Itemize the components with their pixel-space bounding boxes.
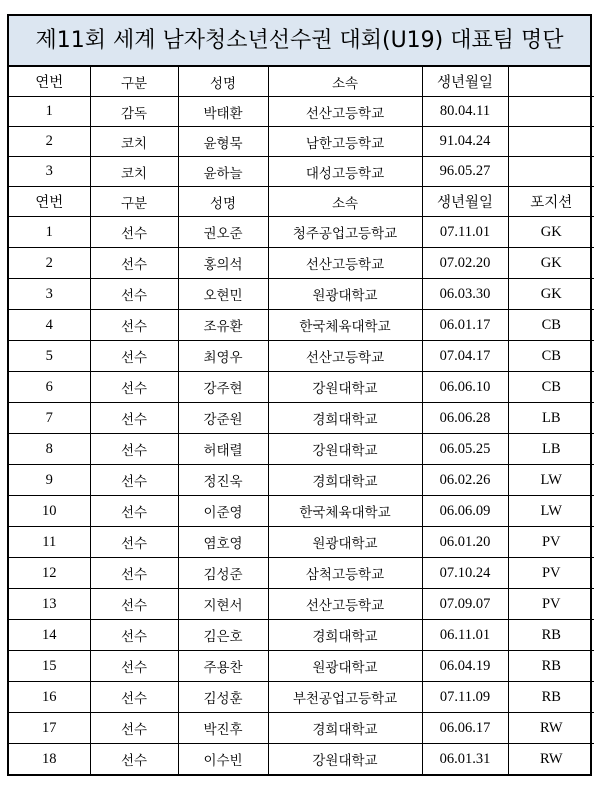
staff-number-cell: 1	[9, 97, 90, 127]
staff-header-name-cell: 성명	[178, 67, 268, 97]
staff-position-cell	[508, 127, 594, 157]
player-name-cell: 권오준	[178, 217, 268, 248]
player-affiliation-cell: 원광대학교	[268, 279, 422, 310]
player-header-birthdate-cell: 생년월일	[422, 187, 508, 217]
player-birthdate-cell: 06.06.09	[422, 496, 508, 527]
roster-sheet	[7, 14, 592, 776]
player-affiliation-cell: 강원대학교	[268, 744, 422, 775]
player-affiliation-cell: 경희대학교	[268, 403, 422, 434]
player-row	[9, 496, 594, 527]
player-row	[9, 248, 594, 279]
staff-header-role-cell: 구분	[90, 67, 178, 97]
player-role-cell: 선수	[90, 744, 178, 775]
player-birthdate-cell: 06.05.25	[422, 434, 508, 465]
player-position-cell: GK	[508, 279, 594, 310]
player-name-cell: 김성훈	[178, 682, 268, 713]
player-affiliation-cell: 한국체육대학교	[268, 496, 422, 527]
player-number-cell: 15	[9, 651, 90, 682]
player-name-cell: 조유환	[178, 310, 268, 341]
player-row	[9, 620, 594, 651]
player-role-cell: 선수	[90, 372, 178, 403]
player-row	[9, 372, 594, 403]
player-position-cell: PV	[508, 589, 594, 620]
player-role-cell: 선수	[90, 558, 178, 589]
player-role-cell: 선수	[90, 279, 178, 310]
player-position-cell: LW	[508, 465, 594, 496]
player-affiliation-cell: 부천공업고등학교	[268, 682, 422, 713]
player-position-cell: RB	[508, 651, 594, 682]
player-number-cell: 4	[9, 310, 90, 341]
player-birthdate-cell: 07.02.20	[422, 248, 508, 279]
player-role-cell: 선수	[90, 713, 178, 744]
staff-number-cell: 3	[9, 157, 90, 187]
player-number-cell: 14	[9, 620, 90, 651]
player-role-cell: 선수	[90, 217, 178, 248]
staff-position-cell	[508, 157, 594, 187]
staff-position-cell	[508, 97, 594, 127]
player-name-cell: 주용찬	[178, 651, 268, 682]
player-position-cell: CB	[508, 341, 594, 372]
player-affiliation-cell: 선산고등학교	[268, 248, 422, 279]
player-birthdate-cell: 06.06.28	[422, 403, 508, 434]
staff-row	[9, 97, 594, 127]
player-header-number-cell: 연번	[9, 187, 90, 217]
player-name-cell: 김성준	[178, 558, 268, 589]
player-row	[9, 434, 594, 465]
player-affiliation-cell: 한국체육대학교	[268, 310, 422, 341]
player-name-cell: 허태렬	[178, 434, 268, 465]
staff-row	[9, 157, 594, 187]
player-position-cell: PV	[508, 527, 594, 558]
player-position-cell: RB	[508, 682, 594, 713]
player-role-cell: 선수	[90, 651, 178, 682]
player-position-cell: PV	[508, 558, 594, 589]
player-position-cell: RW	[508, 744, 594, 775]
player-position-cell: RW	[508, 713, 594, 744]
player-row	[9, 341, 594, 372]
player-position-cell: LB	[508, 434, 594, 465]
player-number-cell: 11	[9, 527, 90, 558]
player-position-cell: RB	[508, 620, 594, 651]
player-row	[9, 744, 594, 775]
player-name-cell: 염호영	[178, 527, 268, 558]
player-name-cell: 강준원	[178, 403, 268, 434]
player-position-cell: CB	[508, 310, 594, 341]
player-number-cell: 6	[9, 372, 90, 403]
player-role-cell: 선수	[90, 527, 178, 558]
staff-role-cell: 감독	[90, 97, 178, 127]
player-number-cell: 12	[9, 558, 90, 589]
player-name-cell: 최영우	[178, 341, 268, 372]
roster-table	[9, 67, 594, 774]
player-birthdate-cell: 06.02.26	[422, 465, 508, 496]
player-affiliation-cell: 청주공업고등학교	[268, 217, 422, 248]
player-row	[9, 465, 594, 496]
player-role-cell: 선수	[90, 248, 178, 279]
player-affiliation-cell: 강원대학교	[268, 434, 422, 465]
staff-affiliation-cell: 선산고등학교	[268, 97, 422, 127]
player-birthdate-cell: 07.10.24	[422, 558, 508, 589]
player-birthdate-cell: 06.06.10	[422, 372, 508, 403]
staff-header-number-cell: 연번	[9, 67, 90, 97]
staff-row	[9, 127, 594, 157]
player-name-cell: 정진욱	[178, 465, 268, 496]
player-row	[9, 589, 594, 620]
player-row	[9, 310, 594, 341]
roster-table-body	[9, 67, 594, 774]
player-number-cell: 8	[9, 434, 90, 465]
player-number-cell: 10	[9, 496, 90, 527]
player-number-cell: 16	[9, 682, 90, 713]
player-name-cell: 이수빈	[178, 744, 268, 775]
staff-name-cell: 박태환	[178, 97, 268, 127]
player-role-cell: 선수	[90, 496, 178, 527]
staff-affiliation-cell: 대성고등학교	[268, 157, 422, 187]
player-number-cell: 1	[9, 217, 90, 248]
player-header-affiliation-cell: 소속	[268, 187, 422, 217]
player-header-row	[9, 187, 594, 217]
player-number-cell: 7	[9, 403, 90, 434]
player-row	[9, 527, 594, 558]
player-name-cell: 지현서	[178, 589, 268, 620]
player-role-cell: 선수	[90, 465, 178, 496]
staff-header-row	[9, 67, 594, 97]
player-birthdate-cell: 07.09.07	[422, 589, 508, 620]
player-birthdate-cell: 06.04.19	[422, 651, 508, 682]
staff-birthdate-cell: 80.04.11	[422, 97, 508, 127]
player-number-cell: 5	[9, 341, 90, 372]
player-birthdate-cell: 06.06.17	[422, 713, 508, 744]
player-affiliation-cell: 선산고등학교	[268, 589, 422, 620]
staff-header-birthdate-cell: 생년월일	[422, 67, 508, 97]
player-number-cell: 2	[9, 248, 90, 279]
player-name-cell: 이준영	[178, 496, 268, 527]
player-affiliation-cell: 선산고등학교	[268, 341, 422, 372]
player-number-cell: 13	[9, 589, 90, 620]
player-position-cell: LW	[508, 496, 594, 527]
player-birthdate-cell: 06.01.17	[422, 310, 508, 341]
player-affiliation-cell: 원광대학교	[268, 651, 422, 682]
player-row	[9, 713, 594, 744]
player-header-role-cell: 구분	[90, 187, 178, 217]
player-row	[9, 217, 594, 248]
player-affiliation-cell: 원광대학교	[268, 527, 422, 558]
player-role-cell: 선수	[90, 403, 178, 434]
player-birthdate-cell: 07.11.09	[422, 682, 508, 713]
player-number-cell: 9	[9, 465, 90, 496]
player-birthdate-cell: 06.11.01	[422, 620, 508, 651]
player-affiliation-cell: 경희대학교	[268, 713, 422, 744]
player-role-cell: 선수	[90, 341, 178, 372]
player-affiliation-cell: 삼척고등학교	[268, 558, 422, 589]
player-row	[9, 651, 594, 682]
player-number-cell: 3	[9, 279, 90, 310]
player-role-cell: 선수	[90, 310, 178, 341]
player-birthdate-cell: 07.04.17	[422, 341, 508, 372]
player-row	[9, 682, 594, 713]
player-birthdate-cell: 07.11.01	[422, 217, 508, 248]
player-name-cell: 홍의석	[178, 248, 268, 279]
player-row	[9, 279, 594, 310]
player-header-position-cell: 포지션	[508, 187, 594, 217]
player-number-cell: 18	[9, 744, 90, 775]
player-affiliation-cell: 강원대학교	[268, 372, 422, 403]
player-name-cell: 오현민	[178, 279, 268, 310]
player-row	[9, 403, 594, 434]
staff-header-position-cell	[508, 67, 594, 97]
player-affiliation-cell: 경희대학교	[268, 620, 422, 651]
player-number-cell: 17	[9, 713, 90, 744]
player-name-cell: 강주현	[178, 372, 268, 403]
staff-affiliation-cell: 남한고등학교	[268, 127, 422, 157]
staff-role-cell: 코치	[90, 127, 178, 157]
staff-birthdate-cell: 91.04.24	[422, 127, 508, 157]
player-name-cell: 김은호	[178, 620, 268, 651]
player-birthdate-cell: 06.01.31	[422, 744, 508, 775]
roster-title: 제11회 세계 남자청소년선수권 대회(U19) 대표팀 명단	[9, 16, 590, 67]
player-row	[9, 558, 594, 589]
player-affiliation-cell: 경희대학교	[268, 465, 422, 496]
player-position-cell: GK	[508, 248, 594, 279]
player-position-cell: LB	[508, 403, 594, 434]
staff-birthdate-cell: 96.05.27	[422, 157, 508, 187]
staff-number-cell: 2	[9, 127, 90, 157]
staff-name-cell: 윤형묵	[178, 127, 268, 157]
player-role-cell: 선수	[90, 434, 178, 465]
player-role-cell: 선수	[90, 589, 178, 620]
staff-name-cell: 윤하늘	[178, 157, 268, 187]
player-position-cell: CB	[508, 372, 594, 403]
player-position-cell: GK	[508, 217, 594, 248]
player-header-name-cell: 성명	[178, 187, 268, 217]
player-name-cell: 박진후	[178, 713, 268, 744]
staff-role-cell: 코치	[90, 157, 178, 187]
staff-header-affiliation-cell: 소속	[268, 67, 422, 97]
player-role-cell: 선수	[90, 682, 178, 713]
player-role-cell: 선수	[90, 620, 178, 651]
player-birthdate-cell: 06.03.30	[422, 279, 508, 310]
player-birthdate-cell: 06.01.20	[422, 527, 508, 558]
